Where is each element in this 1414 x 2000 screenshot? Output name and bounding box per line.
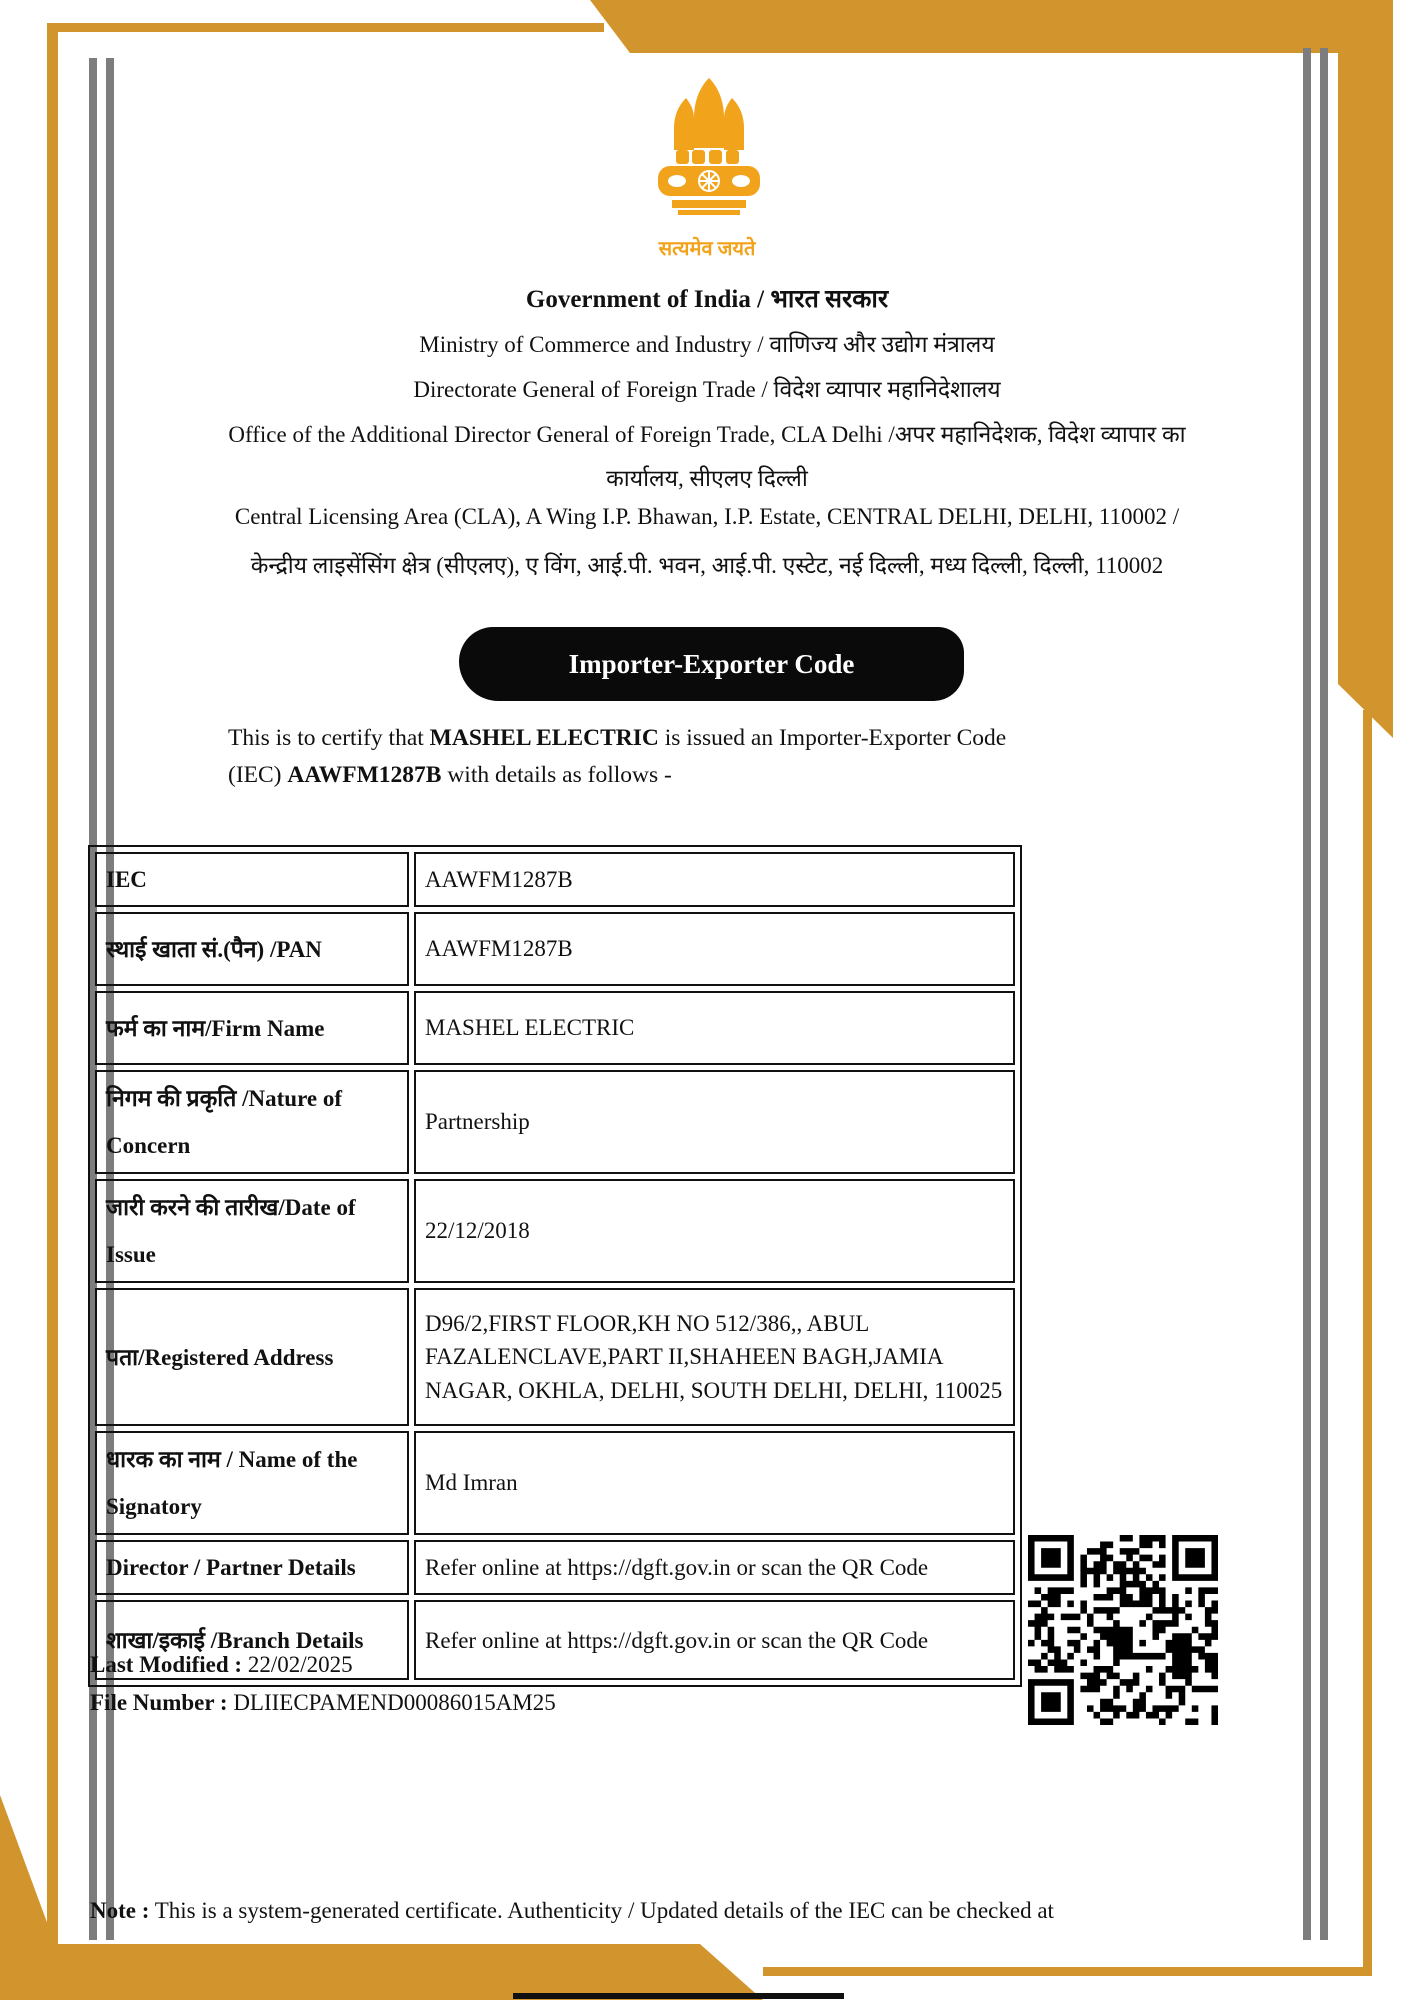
- row-label: धारक का नाम / Name of the Signatory: [95, 1431, 409, 1535]
- note-text: This is a system-generated certificate. Authenticity / Updated details of the IEC can be checked at: [149, 1898, 1054, 1923]
- clipped-url-underline: [513, 1993, 844, 1999]
- row-label: Director / Partner Details: [95, 1540, 409, 1595]
- note-line: [90, 1898, 1290, 1924]
- row-value: D96/2,FIRST FLOOR,KH NO 512/386,, ABUL FAZALENCLAVE,PART II,SHAHEEN BAGH,JAMIA NAGAR, OKHLA, DELHI, SOUTH DELHI, DELHI, 110025: [414, 1288, 1015, 1426]
- file-number-value: DLIIECPAMEND00086015AM25: [227, 1690, 556, 1715]
- header-office-line-1: Office of the Additional Director General of Foreign Trade, CLA Delhi /अपर महानिदेशक, विदेश व्यापार का: [228, 422, 1186, 447]
- banner-title: Importer-Exporter Code: [568, 649, 855, 679]
- certification-text: [228, 720, 1218, 794]
- header-address-line-1: Central Licensing Area (CLA), A Wing I.P. Bhawan, I.P. Estate, CENTRAL DELHI, DELHI, 110002 /: [234, 504, 1180, 529]
- header-directorate: Directorate General of Foreign Trade / विदेश व्यापार महानिदेशालय: [413, 377, 1001, 402]
- file-number-line: [90, 1690, 556, 1716]
- header-ministry: Ministry of Commerce and Industry / वाणिज्य और उद्योग मंत्रालय: [419, 332, 995, 357]
- note-label: Note :: [90, 1898, 150, 1923]
- table-row: [95, 991, 1015, 1065]
- row-label: निगम की प्रकृति /Nature of Concern: [95, 1070, 409, 1174]
- header-office-line-2: कार्यालय, सीएलए दिल्ली: [606, 466, 808, 491]
- intro-prefix: This is to certify that: [228, 725, 430, 751]
- table-row: [95, 1179, 1015, 1283]
- table-row: [95, 1288, 1015, 1426]
- row-label: फर्म का नाम/Firm Name: [95, 991, 409, 1065]
- intro-mid-2: (IEC): [228, 762, 288, 788]
- row-value: MASHEL ELECTRIC: [414, 991, 1015, 1065]
- table-row: [95, 1431, 1015, 1535]
- row-label: पता/Registered Address: [95, 1288, 409, 1426]
- intro-iec-code: AAWFM1287B: [287, 762, 442, 788]
- table-row: [95, 852, 1015, 907]
- row-value: AAWFM1287B: [414, 912, 1015, 986]
- last-modified-label: Last Modified :: [90, 1652, 243, 1677]
- table-row: [95, 912, 1015, 986]
- row-value: AAWFM1287B: [414, 852, 1015, 907]
- last-modified-line: [90, 1652, 353, 1678]
- iec-details-table: [88, 845, 1022, 1687]
- row-value: Partnership: [414, 1070, 1015, 1174]
- emblem-motto: सत्यमेव जयते: [658, 238, 756, 260]
- row-value: Md Imran: [414, 1431, 1015, 1535]
- importer-exporter-code-banner: [459, 627, 964, 701]
- row-value: 22/12/2018: [414, 1179, 1015, 1283]
- row-label: शाखा/इकाई /Branch Details: [95, 1600, 409, 1680]
- row-label: स्थाई खाता सं.(पैन) /PAN: [95, 912, 409, 986]
- header-government-of-india: Government of India / भारत सरकार: [525, 286, 889, 313]
- table-row: [95, 1540, 1015, 1595]
- table-row: [95, 1070, 1015, 1174]
- state-emblem-icon: [636, 76, 782, 232]
- intro-suffix: with details as follows -: [441, 762, 672, 788]
- intro-firm-name: MASHEL ELECTRIC: [429, 725, 659, 751]
- qr-code: [1028, 1535, 1218, 1725]
- header-address-line-2: केन्द्रीय लाइसेंसिंग क्षेत्र (सीएलए), ए विंग, आई.पी. भवन, आई.पी. एस्टेट, नई दिल्ली, मध्य दिल्ली, दिल्ली, 110002: [250, 553, 1164, 578]
- file-number-label: File Number :: [90, 1690, 228, 1715]
- row-value: Refer online at https://dgft.gov.in or scan the QR Code: [414, 1540, 1015, 1595]
- intro-mid-1: is issued an Importer-Exporter Code: [658, 725, 1007, 751]
- last-modified-value: 22/02/2025: [242, 1652, 353, 1677]
- row-label: जारी करने की तारीख/Date of Issue: [95, 1179, 409, 1283]
- row-value: Refer online at https://dgft.gov.in or scan the QR Code: [414, 1600, 1015, 1680]
- row-label: IEC: [95, 852, 409, 907]
